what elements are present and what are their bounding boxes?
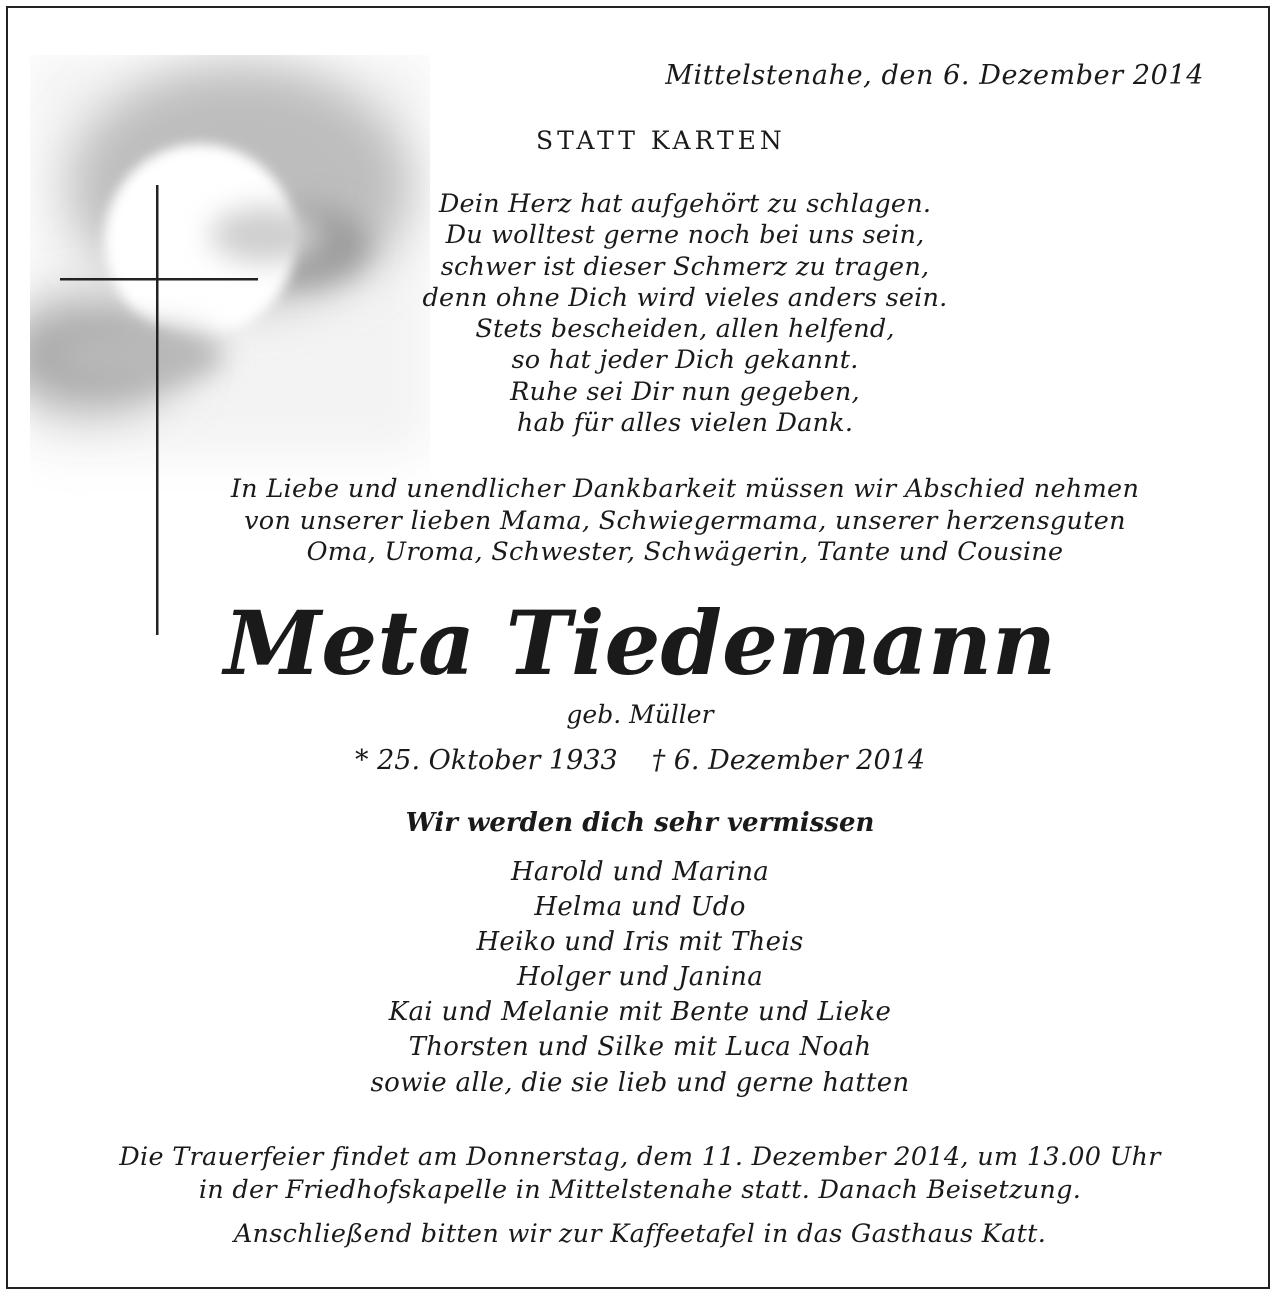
place-date: Mittelstenahe, den 6. Dezember 2014 bbox=[665, 60, 1204, 91]
maiden-name: geb. Müller bbox=[566, 700, 714, 729]
service-line: in der Friedhofskapelle in Mittelstenahe statt. Danach Beisetzung. bbox=[198, 1175, 1082, 1205]
farewell-heading: Wir werden dich sehr vermissen bbox=[405, 808, 875, 838]
coffee-note: Anschließend bitten wir zur Kaffeetafel in das Gasthaus Katt. bbox=[233, 1219, 1047, 1249]
intro-line: In Liebe und unendlicher Dankbarkeit müssen wir Abschied nehmen bbox=[230, 474, 1140, 504]
death-date: † 6. Dezember 2014 bbox=[651, 745, 925, 776]
poem-line: so hat jeder Dich gekannt. bbox=[511, 345, 859, 376]
family-line: Harold und Marina bbox=[510, 857, 770, 887]
poem bbox=[385, 189, 985, 439]
family-list bbox=[0, 855, 1280, 1101]
poem-line: Dein Herz hat aufgehört zu schlagen. bbox=[438, 189, 932, 219]
poem-line: denn ohne Dich wird vieles anders sein. bbox=[422, 282, 948, 313]
service-line: Die Trauerfeier findet am Donnerstag, dem 11. Dezember 2014, um 13.00 Uhr bbox=[119, 1142, 1161, 1172]
intro-text bbox=[150, 474, 1220, 569]
poem-line: hab für alles vielen Dank. bbox=[516, 408, 854, 439]
family-line: Thorsten und Silke mit Luca Noah bbox=[408, 1032, 872, 1063]
intro-line: Oma, Uroma, Schwester, Schwägerin, Tante und Cousine bbox=[306, 537, 1064, 567]
family-line: Helma und Udo bbox=[534, 892, 746, 923]
poem-line: Stets bescheiden, allen helfend, bbox=[475, 314, 895, 345]
family-line: sowie alle, die sie lieb und gerne hatten bbox=[370, 1067, 910, 1098]
poem-line: schwer ist dieser Schmerz zu tragen, bbox=[440, 251, 930, 282]
service-info bbox=[0, 1141, 1280, 1207]
family-line: Kai und Melanie mit Bente und Lieke bbox=[388, 997, 892, 1028]
poem-line: Ruhe sei Dir nun gegeben, bbox=[510, 376, 860, 407]
poem-line: Du wolltest gerne noch bei uns sein, bbox=[445, 220, 925, 251]
intro-line: von unserer lieben Mama, Schwiegermama, unserer herzensguten bbox=[244, 505, 1126, 536]
deceased-name: Meta Tiedemann bbox=[223, 591, 1057, 695]
family-line: Holger und Janina bbox=[516, 962, 764, 993]
birth-date: * 25. Oktober 1933 bbox=[355, 745, 618, 776]
statt-karten: STATT KARTEN bbox=[536, 126, 786, 155]
life-dates bbox=[0, 745, 1280, 776]
family-line: Heiko und Iris mit Theis bbox=[476, 927, 804, 958]
